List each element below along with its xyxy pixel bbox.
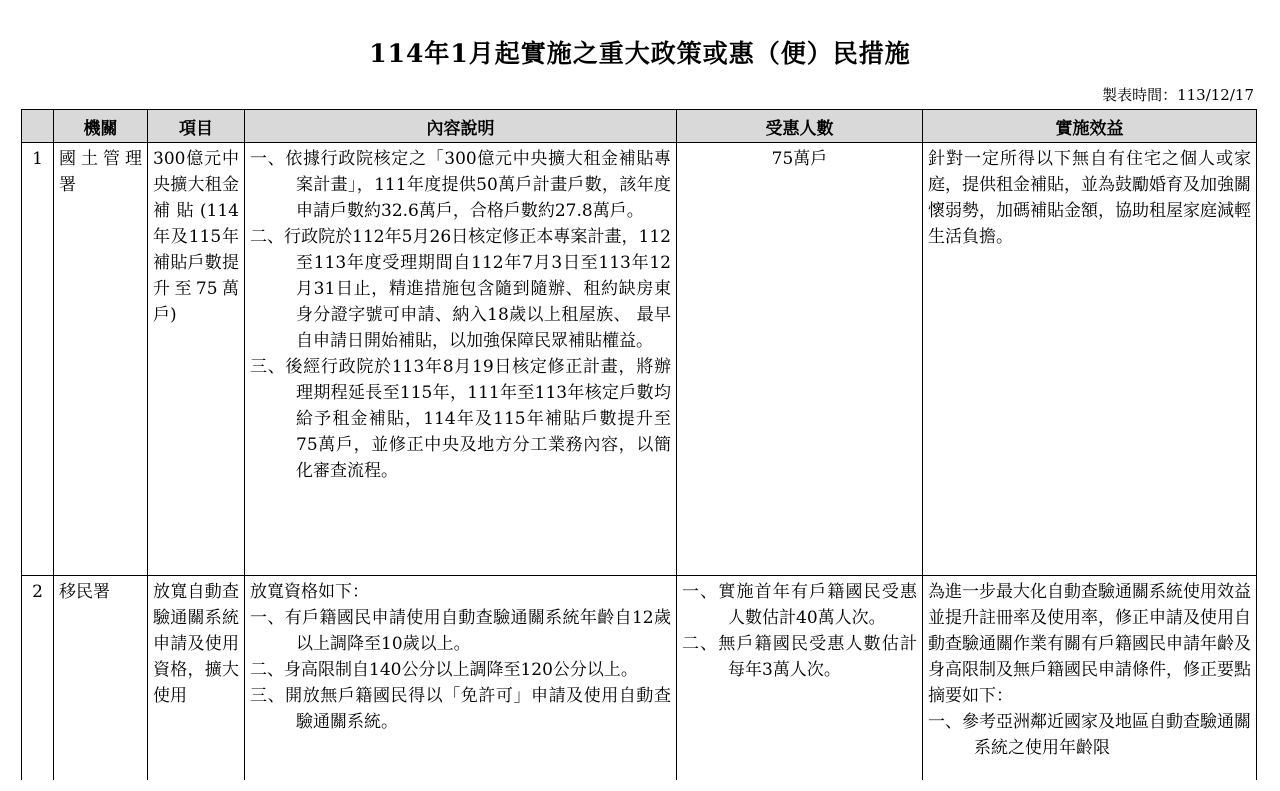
list-item: 二、無戶籍國民受惠人數估計每年3萬人次。 [682, 634, 917, 680]
policy-table [21, 109, 1257, 780]
list-item: 二、行政院於112年5月26日核定修正本專案計畫，112至113年度受理期間自112年7月3日至113年12月31日止，精進措施包含隨到隨辦、租約缺房東身分證字號可申請、納入18歲以上租屋族、 最早自申請日開始補貼，以加強保障民眾補貼權益。 [250, 227, 671, 351]
row-benefit [923, 576, 1257, 780]
list-item: 一、有戶籍國民申請使用自動查驗通關系統年齡自12歲以上調降至10歲以上。 [250, 608, 671, 654]
list-item: 三、開放無戶籍國民得以「免許可」申請及使用自動查驗通關系統。 [250, 686, 671, 732]
page-title: 114年1月起實施之重大政策或惠（便）民措施 [369, 39, 911, 68]
row-beneficiaries [677, 576, 923, 780]
row-beneficiaries: 75萬戶 [677, 143, 923, 576]
row-index: 2 [22, 576, 54, 780]
header-index [22, 110, 54, 143]
table-row [22, 143, 1257, 576]
row-index: 1 [22, 143, 54, 576]
table-header-row [22, 110, 1257, 143]
row-content [245, 576, 677, 780]
list-item: 一、依據行政院核定之「300億元中央擴大租金補貼專案計畫」，111年度提供50萬戶計畫戶數，該年度申請戶數約32.6萬戶，合格戶數約27.8萬戶。 [250, 149, 671, 221]
made-date: 製表時間：113/12/17 [1102, 86, 1254, 104]
row-content [245, 143, 677, 576]
header-agency: 機關 [54, 110, 148, 143]
row-item: 放寬自動查驗通關系統申請及使用資格，擴大使用 [148, 576, 245, 780]
benefit-intro: 為進一步最大化自動查驗通關系統使用效益並提升註冊率及使用率，修正申請及使用自動查驗通關作業有關有戶籍國民申請年齡及身高限制及無戶籍國民申請條件，修正要點摘要如下： [928, 582, 1251, 706]
row-agency: 移民署 [54, 576, 148, 780]
list-item: 三、後經行政院於113年8月19日核定修正計畫，將辦理期程延長至115年，111年至113年核定戶數均給予租金補貼，114年及115年補貼戶數提升至75萬戶，並修正中央及地方分工業務內容，以簡化審查流程。 [250, 357, 671, 481]
header-beneficiaries: 受惠人數 [677, 110, 923, 143]
content-intro: 放寬資格如下： [250, 582, 369, 602]
list-item: 一、實施首年有戶籍國民受惠人數估計40萬人次。 [682, 582, 917, 628]
header-content: 內容說明 [245, 110, 677, 143]
row-item: 300億元中央擴大租金補貼(114年及115年補貼戶數提升至75萬戶) [148, 143, 245, 576]
table-row [22, 576, 1257, 780]
row-benefit: 針對一定所得以下無自有住宅之個人或家庭，提供租金補貼，並為鼓勵婚育及加強關懷弱勢，加碼補貼金額，協助租屋家庭減輕生活負擔。 [923, 143, 1257, 576]
header-item: 項目 [148, 110, 245, 143]
list-item: 二、身高限制自140公分以上調降至120公分以上。 [250, 660, 638, 680]
row-agency: 國土管理署 [54, 143, 148, 576]
header-benefit: 實施效益 [923, 110, 1257, 143]
list-item: 一、參考亞洲鄰近國家及地區自動查驗通關系統之使用年齡限 [928, 712, 1251, 758]
